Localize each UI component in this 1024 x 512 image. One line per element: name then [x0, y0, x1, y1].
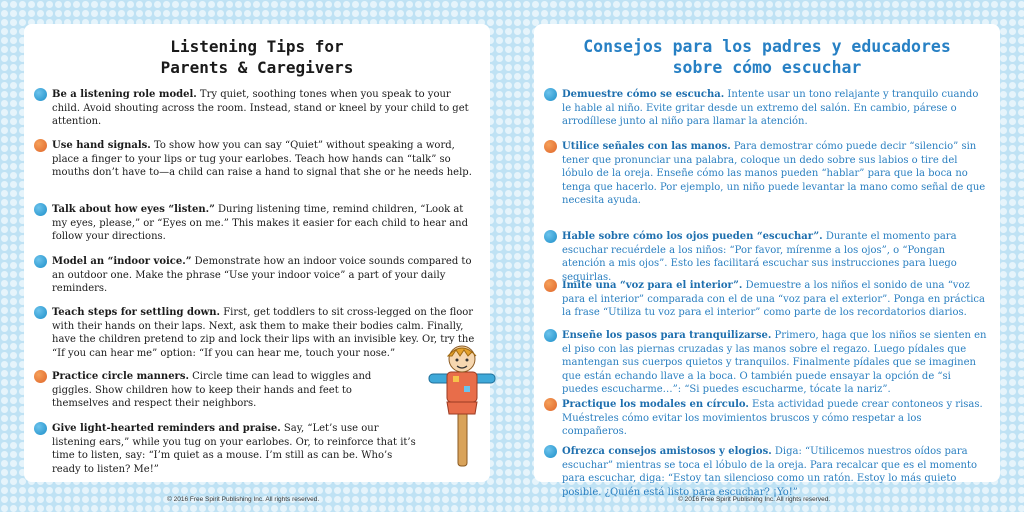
- spanish-copyright: © 2016 Free Spirit Publishing Inc. All rights reserved.: [678, 496, 831, 503]
- tip-item: [34, 255, 478, 296]
- tip-body: Esta actividad puede crear contoneos y risas. Muéstreles cómo evitar los movimientos bruscos y cómo respetar a los compañeros.: [562, 399, 983, 437]
- tip-body: Para demostrar cómo puede decir “silencio” sin tener que pronunciar una palabra, coloque un dedo sobre sus labios o tire del lóbulo de la oreja. Enseñe cómo las manos pueden “hablar” para que la boca no tenga que hacerlo. Por ejemplo, un niño puede levantar la mano como señal de que necesita ayuda.: [562, 141, 986, 206]
- tip-heading: Be a listening role model.: [52, 89, 197, 100]
- tip-body: Demonstrate how an indoor voice sounds compared to an outdoor one. Make the phrase “Use your indoor voice” a part of your daily reminders.: [52, 256, 472, 294]
- tip-item: [34, 139, 478, 180]
- tip-heading: Demuestre cómo se escucha.: [562, 89, 725, 100]
- tip-item: [34, 370, 408, 411]
- orange-bullet-icon: [34, 139, 47, 152]
- tip-heading: Talk about how eyes “listen.”: [52, 204, 215, 215]
- orange-bullet-icon: [544, 140, 557, 153]
- tip-heading: Use hand signals.: [52, 140, 151, 151]
- blue-bullet-icon: [34, 422, 47, 435]
- tip-item: [544, 230, 988, 284]
- tip-item: [34, 88, 478, 129]
- tip-body: First, get toddlers to sit cross-legged on the floor with their hands on their laps. Next, ask them to make their bodies calm. Finally, have the children pretend to zip and lock their lips with an invisible key. Or, try the “If you can hear me” option: “If you can hear me, touch your nose.”: [52, 307, 475, 359]
- spanish-title: [534, 36, 1000, 78]
- tip-body: Say, “Let’s use our listening ears,” while you tug on your earlobes. Or, to reinforce that it’s time to listen, say: “I’m quiet as a mouse. I’m still as can be. Who’s ready to listen? Me!”: [52, 423, 416, 475]
- english-title-line1: Listening Tips for: [170, 37, 344, 56]
- blue-bullet-icon: [34, 255, 47, 268]
- orange-bullet-icon: [34, 370, 47, 383]
- tip-item: [544, 140, 988, 208]
- spanish-title-line2: sobre cómo escuchar: [672, 58, 862, 77]
- tip-body: Circle time can lead to wiggles and giggles. Show children how to keep their hands and feet to themselves and respect their neighbors.: [52, 371, 372, 409]
- tip-heading: Hable sobre cómo los ojos pueden “escuchar”.: [562, 231, 823, 242]
- tip-item: [544, 88, 988, 129]
- tip-body: Intente usar un tono relajante y tranquilo cuando le hable al niño. Evite gritar desde un extremo del salón. En cambio, párese o arrodíllese junto al niño para llamar la atención.: [562, 89, 979, 127]
- orange-bullet-icon: [544, 279, 557, 292]
- tip-item: [544, 279, 988, 320]
- tip-body: Durante el momento para escuchar recuérdele a los niños: “Por favor, mírenme a los ojos”, o “Pongan atención a mis ojos”. Esto les facilitará escuchar sus instrucciones para luego seguirlas.: [562, 231, 957, 283]
- tip-item: [34, 203, 478, 244]
- tip-item: [544, 445, 988, 499]
- orange-bullet-icon: [544, 398, 557, 411]
- tip-heading: Imite una “voz para el interior”.: [562, 280, 743, 291]
- tip-body: During listening time, remind children, “Look at my eyes, please,” or “Eyes on me.” This makes it easier for each child to hear and follow your directions.: [52, 204, 468, 242]
- english-title-line2: Parents & Caregivers: [160, 58, 354, 77]
- blue-bullet-icon: [544, 88, 557, 101]
- tip-heading: Model an “indoor voice.”: [52, 256, 192, 267]
- tip-item: [34, 422, 418, 476]
- tip-body: Primero, haga que los niños se sienten en el piso con las piernas cruzadas y las manos sobre el regazo. Luego pídales que mantengan sus cuerpos quietos y tranquilos. Finalmente pídales que se imaginen que están echando llave a la boca. O también puede ensayar la opción de “si puedes escucharme…”: “Si puedes escucharme, tócate la nariz”.: [562, 330, 987, 395]
- tip-heading: Utilice señales con las manos.: [562, 141, 731, 152]
- tip-body: Diga: “Utilicemos nuestros oídos para escuchar” mientras se toca el lóbulo de la oreja. Para recalcar que es el momento para escuchar, diga: “Estoy tan silencioso como un ratón. Estoy lo más quieto posible. ¿Quién está listo para escuchar? ¡Yo!”: [562, 446, 977, 498]
- tip-body: To show how you can say “Quiet” without speaking a word, place a finger to your lips or tug your earlobes. Teach how hands can “talk” so mouths don’t have to—a child can raise a hand to signal that she or he needs help.: [52, 140, 472, 178]
- blue-bullet-icon: [544, 329, 557, 342]
- blue-bullet-icon: [544, 230, 557, 243]
- scarecrow-puppet-icon: [427, 342, 497, 467]
- tip-heading: Enseñe los pasos para tranquilizarse.: [562, 330, 772, 341]
- tip-item: [544, 329, 988, 397]
- tip-heading: Practice circle manners.: [52, 371, 189, 382]
- tip-heading: Teach steps for settling down.: [52, 307, 221, 318]
- tip-item: [34, 306, 478, 360]
- tip-body: Demuestre a los niños el sonido de una “voz para el interior” comparada con el de una “voz para el exterior”. Ponga en práctica la frase “Utiliza tu voz para el interior” como parte de los recordatorios diarios.: [562, 280, 985, 318]
- tip-heading: Practique los modales en círculo.: [562, 399, 749, 410]
- blue-bullet-icon: [34, 88, 47, 101]
- blue-bullet-icon: [34, 306, 47, 319]
- spanish-tips-panel: [534, 24, 1000, 498]
- tip-item: [544, 398, 988, 439]
- blue-bullet-icon: [544, 445, 557, 458]
- tip-body: Try quiet, soothing tones when you speak to your child. Avoid shouting across the room. Instead, stand or kneel by your child to get attention.: [52, 89, 469, 127]
- blue-bullet-icon: [34, 203, 47, 216]
- tip-heading: Ofrezca consejos amistosos y elogios.: [562, 446, 772, 457]
- english-tips-panel: [24, 24, 490, 482]
- english-title: [24, 36, 490, 78]
- tip-heading: Give light-hearted reminders and praise.: [52, 423, 281, 434]
- english-copyright: © 2016 Free Spirit Publishing Inc. All rights reserved.: [167, 496, 320, 503]
- spanish-title-line1: Consejos para los padres y educadores: [583, 37, 951, 56]
